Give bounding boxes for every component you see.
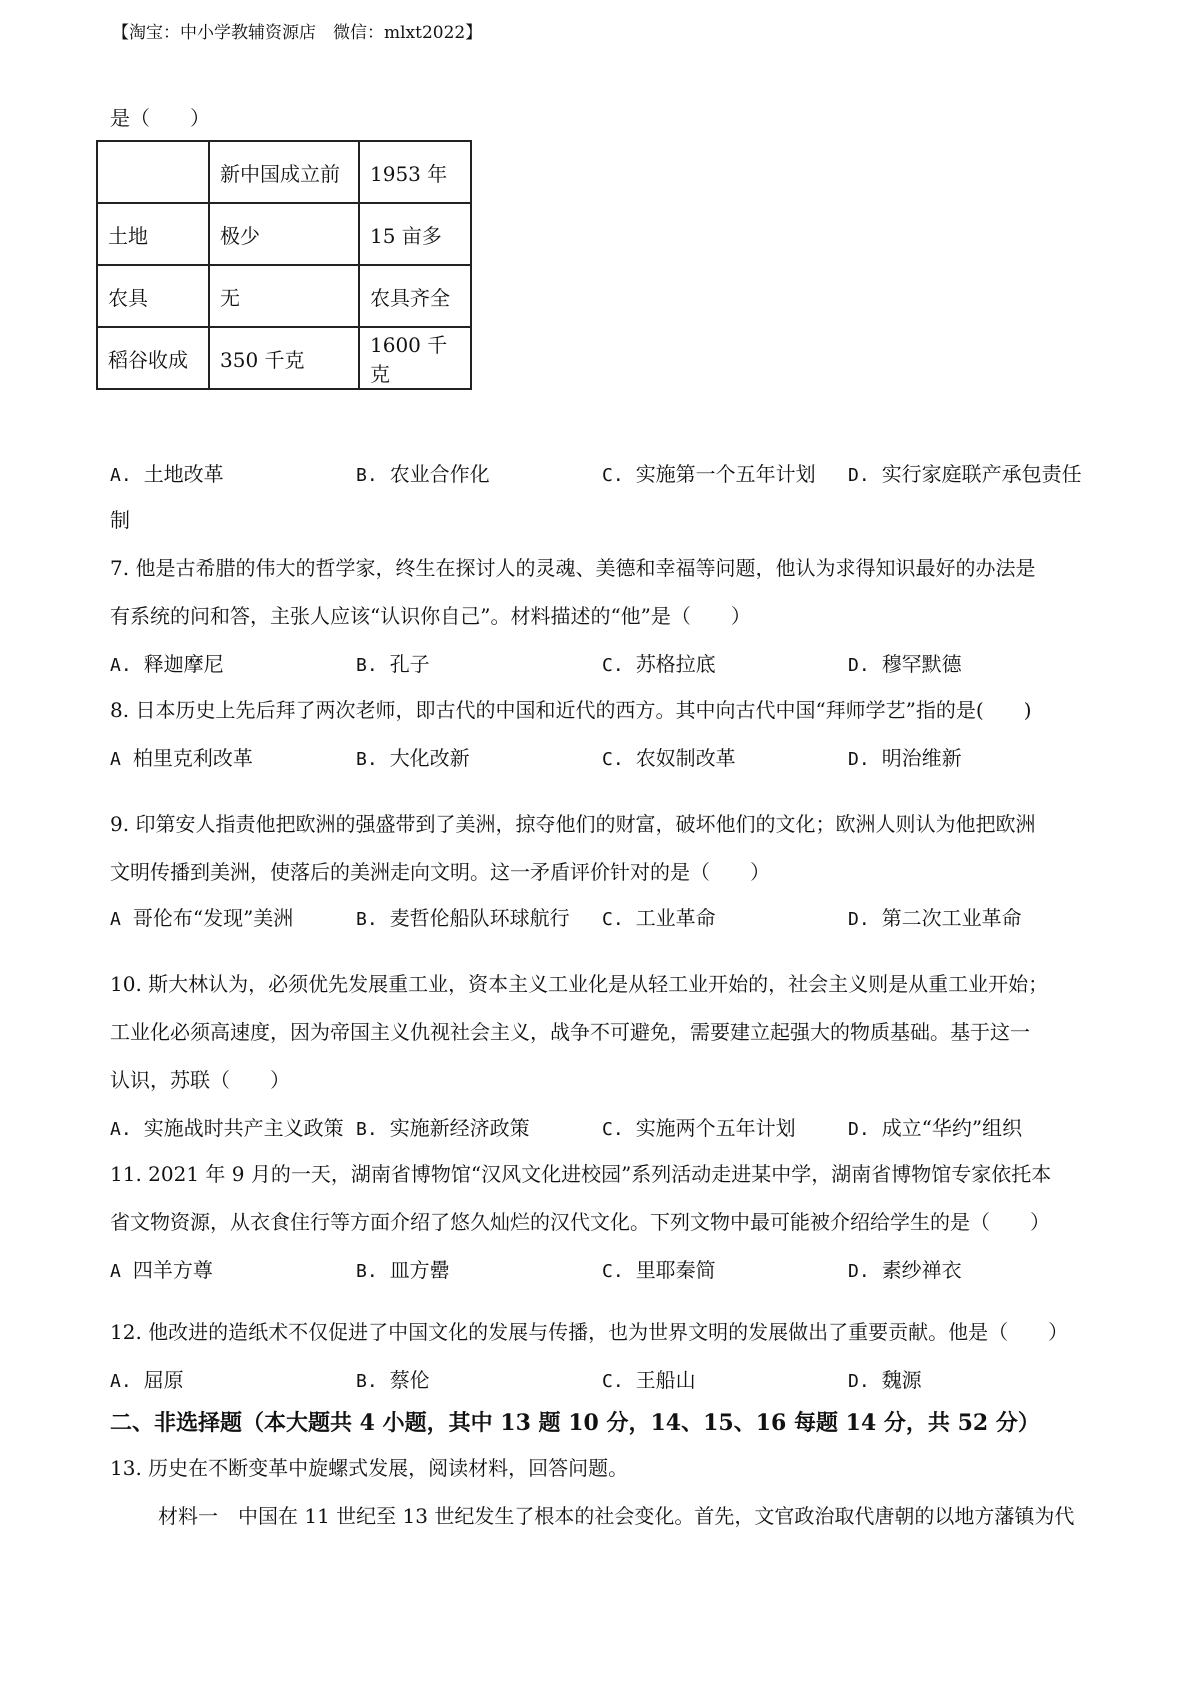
q6-stem-tail: 是（ ）: [110, 106, 210, 130]
option-b[interactable]: B. 蔡伦: [356, 1368, 430, 1392]
q13-stem: 13. 历史在不断变革中旋螺式发展，阅读材料，回答问题。: [110, 1456, 629, 1480]
q7-stem-line-1: 7. 他是古希腊的伟大的哲学家，终生在探讨人的灵魂、美德和幸福等问题，他认为求得知识最好的办法是: [110, 556, 1036, 580]
option-a[interactable]: A 哥伦布“发现”美洲: [110, 906, 294, 930]
option-a[interactable]: A. 屈原: [110, 1368, 184, 1392]
option-b[interactable]: B. 皿方罍: [356, 1258, 450, 1282]
table-cell: 350 千克: [209, 327, 359, 389]
option-c[interactable]: C. 农奴制改革: [602, 746, 736, 770]
q11-options: [110, 1254, 1110, 1284]
q6-table: [96, 140, 472, 390]
table-cell: 农具: [97, 265, 209, 327]
q11-stem-line-2: 省文物资源，从衣食住行等方面介绍了悠久灿烂的汉代文化。下列文物中最可能被介绍给学生的是（ ）: [110, 1210, 1050, 1234]
q11-stem-line-1: 11. 2021 年 9 月的一天，湖南省博物馆“汉风文化进校园”系列活动走进某中学，湖南省博物馆专家依托本: [110, 1162, 1052, 1186]
table-row: [97, 265, 471, 327]
table-cell: 新中国成立前: [209, 141, 359, 203]
section-title: 二、非选择题（本大题共 4 小题，其中 13 题 10 分，14、15、16 每题 14 分，共 52 分）: [110, 1410, 1040, 1436]
option-c[interactable]: C. 王船山: [602, 1368, 696, 1392]
option-a[interactable]: A. 实施战时共产主义政策: [110, 1116, 344, 1140]
table-cell: [97, 141, 209, 203]
q10-stem-line-2: 工业化必须高速度，因为帝国主义仇视社会主义，战争不可避免，需要建立起强大的物质基础。基于这一: [110, 1020, 1030, 1044]
option-c[interactable]: C. 里耶秦简: [602, 1258, 716, 1282]
option-d[interactable]: D. 素纱禅衣: [848, 1258, 962, 1282]
table-cell: 土地: [97, 203, 209, 265]
q7-options: [110, 648, 1110, 678]
q9-options: [110, 902, 1110, 932]
option-c[interactable]: C. 实施两个五年计划: [602, 1116, 796, 1140]
table-row: [97, 327, 471, 389]
q8-stem: 8. 日本历史上先后拜了两次老师，即古代的中国和近代的西方。其中向古代中国“拜师学艺”指的是( ): [110, 698, 1032, 722]
table-row: [97, 203, 471, 265]
q10-stem-line-3: 认识，苏联（ ）: [110, 1068, 290, 1092]
option-b[interactable]: B. 麦哲伦船队环球航行: [356, 906, 570, 930]
q10-stem-line-1: 10. 斯大林认为，必须优先发展重工业，资本主义工业化是从轻工业开始的，社会主义则是从重工业开始；: [110, 972, 1049, 996]
table-cell: 稻谷收成: [97, 327, 209, 389]
q9-stem-line-1: 9. 印第安人指责他把欧洲的强盛带到了美洲，掠夺他们的财富，破坏他们的文化；欧洲人则认为他把欧洲: [110, 812, 1036, 836]
q12-options: [110, 1364, 1110, 1394]
q12-stem: 12. 他改进的造纸术不仅促进了中国文化的发展与传播，也为世界文明的发展做出了重要贡献。他是（ ）: [110, 1320, 1069, 1344]
q7-stem-line-2: 有系统的问和答，主张人应该“认识你自己”。材料描述的“他”是（ ）: [110, 604, 751, 628]
option-b[interactable]: B. 实施新经济政策: [356, 1116, 530, 1140]
option-d[interactable]: D. 实行家庭联产承包责任: [848, 462, 1082, 486]
option-a[interactable]: A. 释迦摩尼: [110, 652, 224, 676]
option-a[interactable]: A 柏里克利改革: [110, 746, 253, 770]
table-cell: 极少: [209, 203, 359, 265]
table-cell: 1600 千克: [359, 327, 471, 389]
option-d[interactable]: D. 第二次工业革命: [848, 906, 1022, 930]
option-c[interactable]: C. 苏格拉底: [602, 652, 716, 676]
q13-material: 材料一 中国在 11 世纪至 13 世纪发生了根本的社会变化。首先，文官政治取代唐朝的以地方藩镇为代: [158, 1504, 1075, 1528]
table-cell: 农具齐全: [359, 265, 471, 327]
option-d[interactable]: D. 成立“华约”组织: [848, 1116, 1023, 1140]
option-a[interactable]: A. 土地改革: [110, 462, 224, 486]
q6-option-wrap: 制: [110, 508, 130, 532]
q6-options: [110, 458, 1110, 488]
table-cell: 1953 年: [359, 141, 471, 203]
q10-options: [110, 1112, 1110, 1142]
table-row: [97, 141, 471, 203]
option-b[interactable]: B. 农业合作化: [356, 462, 490, 486]
option-a[interactable]: A 四羊方尊: [110, 1258, 213, 1282]
option-c[interactable]: C. 工业革命: [602, 906, 716, 930]
option-d[interactable]: D. 明治维新: [848, 746, 962, 770]
option-b[interactable]: B. 大化改新: [356, 746, 470, 770]
page-header: 【淘宝：中小学教辅资源店 微信：mlxt2022】: [112, 23, 483, 43]
table-cell: 15 亩多: [359, 203, 471, 265]
table-cell: 无: [209, 265, 359, 327]
q9-stem-line-2: 文明传播到美洲，使落后的美洲走向文明。这一矛盾评价针对的是（ ）: [110, 860, 770, 884]
option-d[interactable]: D. 穆罕默德: [848, 652, 962, 676]
option-b[interactable]: B. 孔子: [356, 652, 430, 676]
option-d[interactable]: D. 魏源: [848, 1368, 922, 1392]
q8-options: [110, 742, 1110, 772]
option-c[interactable]: C. 实施第一个五年计划: [602, 462, 816, 486]
